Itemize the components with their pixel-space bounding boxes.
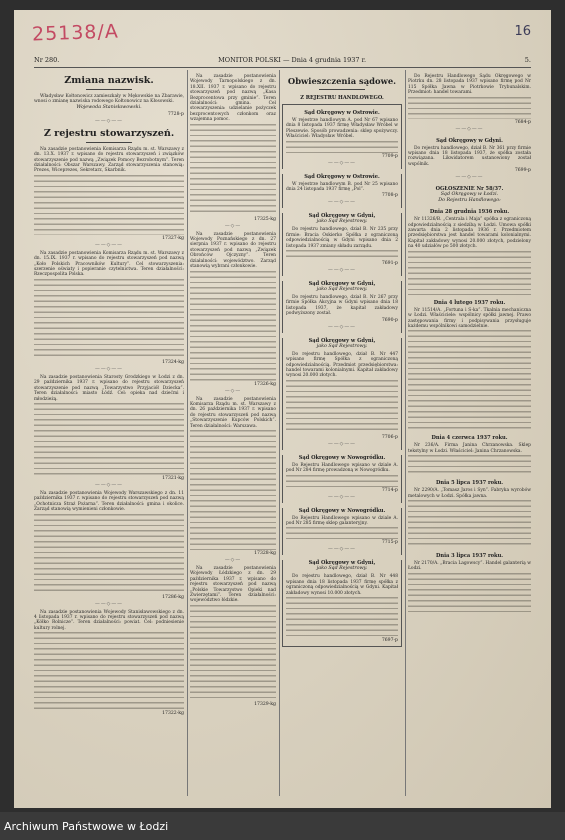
notice-number: 7684-p [514,119,531,125]
notice-text: Na zasadzie postanowienia Wojewody Poznańskiego z dn. 27 sierpnia 1937 r. wpisano do rejestru stowarzyszeń pod nazwą „Związek Obrońców Ojczyzny”. Teren działalności: województwo. Zarząd stanowią wybrani członkowie. [190,231,276,270]
notice-text: Do Rejestru Handlowego wpisano w dziale A. pod Nr 284 firmę prowadzoną w Nowogródku. [286,462,398,474]
separator-ornament: ——◇—— [328,494,356,500]
section-title: Obwieszczenia sądowe. [287,76,397,86]
entry-date: Dnia 28 grudnia 1936 roku. [429,209,510,216]
court-role: jako Sąd Rejestrowy. [316,566,368,572]
court-notice [282,455,402,503]
page-header [34,54,531,66]
notice-text: Na zasadzie postanowienia Wojewody Łódzkiego z dn. 29 października 1937 r. wpisano do rejestru stowarzyszeń pod nazwą „Polskie Towarzystwo Opieki nad Zwierzętami”. Teren działalności: województwo łódzkie. [190,565,276,604]
notice-text: Na zasadzie postanowienia Wojewody Warszawskiego z dn. 11 października 1937 r. wpisano do rejestru stowarzyszeń pod nazwą „Ochotnicza Straż Pożarna”. Teren działalności: gmina i okolice. Zarząd stanowią wymienieni członkowie. [34,490,184,513]
court-notice [282,281,402,333]
handwritten-page: 16 [514,24,531,39]
column-2 [190,72,276,796]
notice-text: Na zasadzie postanowienia Komisarza Rządu m. st. Warszawy z dn. 26 października 1937 r. wpisano do rejestru stowarzyszeń pod nazwą „Stowarzyszenie Kupców Polskich”. Teren działalności: Warszawa. [190,396,276,429]
title-rule [319,89,365,90]
notice-text: Na zasadzie postanowienia Komisarza Rządu m. st. Warszawy z dn. 15.IX. 1937 r. wpisano do rejestru stowarzyszeń pod nazwą „Koło Polskich Pracowników Kultury”. Cel stowarzyszenia: szerzenie oświaty i popieranie czytelnictwa. Teren działalności: Rzeczpospolita Polska. [34,250,184,278]
court-role: jako Sąd Rejestrowy. [316,219,368,225]
court-name: Sąd Okręgowy w Gdyni. [436,137,503,144]
notice-number: 7728-p [167,111,184,117]
court-name: Sąd Okręgowy w Gdyni, [308,337,376,344]
notice-text: Nr 11514/A. „Fortuna i S-ka”. Tkalnia mechaniczna w Łodzi. Właściciele: wspólnicy spółki jawnej. Prawo zastępowania firmy i podpisywania przysługuje każdemu wspólnikowi samodzielnie. [408,307,531,329]
notice-text: Nr 11326/B. „Centrala i Maja” spółka z ograniczoną odpowiedzialnością z siedzibą w Łodzi. Umowa spółki zawarta dnia 2 listopada 1936 r. Przedmiotem przedsiębiorstwa jest handel towarami kolonialnymi. Kapitał zakładowy wynosi 20.000 złotych, podzielony na 40 udziałów po 500 złotych. [408,217,531,250]
notice-text: Na zasadzie postanowienia Komisarza Rządu m. st. Warszawy z dn. 13.X. 1937 r. wpisano do rejestru stowarzyszeń i związków stowarzyszenie pod nazwą „Związek Pomocy Bezrobotnym”. Teren działalności: Obszar Warszawy. Zarząd stowarzyszenia stanowią: Prezes, Wiceprezes, Sekretarz, Skarbnik. [34,146,184,174]
subsection-title: Z REJESTRU HANDLOWEGO. [300,95,384,101]
column-3 [282,72,402,796]
publication-name: MONITOR POLSKI [218,56,281,64]
notice-number: 17324-kg [162,359,184,365]
court-notice [282,174,402,209]
entry-date: Dnia 5 lipca 1937 roku. [435,480,504,487]
notice-text: W rejestrze handlowym B. pod Nr 25 wpisano dnia 24 listopada 1937 firmę „Pol”. [286,181,398,193]
notice-text: Na zasadzie postanowienia Wojewody Stanisławowskiego z dn. 4 listopada 1937 r. wpisano do rejestru stowarzyszeń pod nazwą „Kółko Rolnicze”. Teren działalności: powiat. Cel: podniesienie kultury rolnej. [34,609,184,631]
separator-ornament: —◇— [224,223,242,229]
illegible-text [190,124,276,216]
publication-date: — Dnia 4 grudnia 1937 r. [282,56,367,64]
column-4 [408,72,531,796]
illegible-text [286,527,398,539]
illegible-text [408,500,531,548]
notice-number: 7690-p [381,317,398,323]
separator-ornament: ——◇—— [95,482,123,488]
illegible-text [286,250,398,260]
notice-number: 17329-kg [254,701,276,707]
notice-text: Nr 236/A. Firma Janina Chrzanowska. Sklep tekstylny w Łodzi. Właściciel: Janina Chrzanowska. [408,443,531,454]
illegible-text [34,403,184,475]
court-name: Sąd Okręgowy w Nowogródku. [298,454,386,461]
notice-text: Do rejestru handlowego, dział B. Nr 267 przy firmie Spółka Akcyjna w Gdyni wpisano dnia 18 listopada 1937, że kapitał zakładowy podwyższony został. [286,295,398,317]
illegible-text [408,330,531,430]
separator-ornament: ——◇—— [328,547,356,553]
illegible-text [34,175,184,235]
court-name: Sąd Okręgowy w Gdyni, [308,281,376,288]
notice-number: 7708-p [381,193,398,199]
court-name: Sąd Okręgowy w Ostrowie. [304,110,380,116]
separator-ornament: ——◇—— [95,118,123,124]
column-divider [405,70,406,796]
illegible-text [408,97,531,119]
court-notice [282,560,402,647]
notice-number: 7715-p [381,540,398,546]
notice-text: Do rejestru handlowego, dział B. Nr 447 wpisano firmę Spółka z ograniczoną odpowiedzialnością. Przedmiot przedsiębiorstwa: handel towarami kolonialnymi. Kapitał zakładowy wynosi 20.000 złotych. [286,351,398,379]
illegible-text [286,597,398,637]
court-name: Sąd Okręgowy w Gdyni, [308,213,376,220]
publication-line [218,56,366,64]
notice-signature: Wojewoda Stanisławowski. [76,104,142,110]
court-role: jako Sąd Rejestrowy. [316,287,368,293]
illegible-text [34,514,184,594]
notice-number: 17322-kg [162,711,184,717]
notice-number: 7691-p [381,261,398,267]
notice-text: Do rejestru handlowego, dział B. Nr 361 przy firmie wpisano dnia 18 listopada 1937, że spółka została rozwiązana. Likwidatorem ustanowiony został wspólnik. [408,145,531,167]
issue-number: Nr 280. [34,56,60,64]
notice-number: 17325-kg [254,216,276,222]
notice-text: Na zasadzie postanowienia Starosty Grodzkiego w Łodzi z dn. 29 października 1937 r. wpisano do rejestru stowarzyszeń stowarzyszenie pod nazwą „Towarzystwo Przyjaciół Dziecka”. Teren działalności: miasto Łódź. Cel: opieka nad dziećmi i młodzieżą. [34,374,184,402]
announcement-title: OGŁOSZENIE Nr 58/37. [435,186,504,193]
newspaper-page [14,10,551,808]
separator-ornament: ——◇—— [328,441,356,447]
section-title: Zmiana nazwisk. [64,75,154,86]
notice-text: Nr 2170/A. „Bracia Lagowscy”. Handel galanterią w Łodzi. [408,560,531,572]
header-rule [34,67,531,68]
illegible-text [34,632,184,710]
column-divider [279,70,280,796]
separator-ornament: ——◇—— [328,200,356,206]
illegible-text [190,605,276,701]
notice-number: 7709-p [381,153,398,159]
section-title: Z rejestru stowarzyszeń. [43,127,175,139]
court-notice [282,338,402,450]
notice-number: 7697-p [381,637,398,643]
illegible-text [286,141,398,153]
notice-text: W rejestrze handlowym A. pod Nr 67 wpisano dnia 8 listopada 1937 firmę Władysław Wróbel w Pleszewie. Sposób prowadzenia: sklep spożywczy. Właściciel: Władysław Wróbel. [286,118,398,140]
notice-number: 17326-kg [254,381,276,387]
court-name: Sąd Okręgowy w Ostrowie. [304,173,380,180]
separator-ornament: —◇— [224,388,242,394]
entry-date: Dnia 4 lutego 1937 roku. [433,299,506,306]
illegible-text [408,455,531,475]
column-divider [187,70,188,796]
separator-ornament: ——◇—— [95,242,123,248]
court-notice [282,104,402,169]
separator-ornament: ——◇—— [95,366,123,372]
entry-date: Dnia 3 lipca 1937 roku. [435,552,504,559]
notice-text: Na zasadzie postanowienia Wojewody Tarnopolskiego z dn. 18.XII. 1937 r. wpisano do rejestru stowarzyszeń pod nazwą „Kasa Bezprocentowa przy gminie”. Teren działalności: gmina. Cel stowarzyszenia: udzielanie pożyczek bezprocentowych członkom oraz wzajemna pomoc. [190,74,276,123]
notice-number: 17328-kg [254,550,276,556]
court-name: Sąd Okręgowy w Nowogródku. [298,507,386,514]
notice-text: Nr 2290/A. „Tomasz Jaros i Syn”. Fabryka wyrobów metalowych w Łodzi. Spółka jawna. [408,488,531,499]
title-rule [86,142,132,143]
notice-number: 17321-kg [162,475,184,481]
notice-number: 7714-p [381,487,398,493]
announcement-court: Sąd Okręgowy w Łodzi. [440,192,499,198]
notice-text: Do Rejestru Handlowego Sądu Okręgowego w Piotrku dn. 28 listopada 1937 wpisano firmę pod Nr 115 Spółka Jawna w Piotrkowie Trybunalskim. Przedmiot: handel towarami. [408,74,531,96]
title-rule [86,89,132,90]
notice-text: Władysław Kołtonowicz zamieszkały w Mękowskie na Zbarawie, wnosi o zmianę nazwiska rodowego Kołtonowicz na Kłosowski. [34,94,184,105]
court-notice [282,213,402,276]
illegible-text [190,430,276,550]
notice-number: 7706-p [381,434,398,440]
illegible-text [408,251,531,295]
separator-ornament: ——◇—— [455,126,484,132]
notice-number: 17286-kg [162,594,184,600]
illegible-text [286,475,398,487]
illegible-text [408,573,531,613]
notice-number: 7699-p [514,168,531,174]
archive-footer [0,812,565,840]
illegible-text [286,380,398,434]
notice-text: Do rejestru handlowego, dział B. Nr 235 przy firmie: Bracia Oskierko Spółka z ograniczoną odpowiedzialnością w Gdyni wpisano dnia 2 listopada 1937 zmiany składu zarządu. [286,227,398,249]
entry-date: Dnia 4 czerwca 1937 roku. [431,435,508,442]
archive-caption: Archiwum Państwowe w Łodzi [4,820,169,833]
separator-ornament: —◇— [224,557,242,563]
court-role: jako Sąd Rejestrowy. [316,343,368,349]
notice-text: Do Rejestru Handlowego wpisano w dziale A. pod Nr 285 firmę sklep galanteryjny. [286,515,398,526]
column-1 [34,72,184,796]
illegible-text [34,279,184,359]
separator-ornament: ——◇—— [455,175,484,181]
separator-ornament: ——◇—— [95,601,123,607]
illegible-text [190,271,276,381]
notice-text: Do rejestru handlowego, dział B. Nr 448 wpisano dnia 18 listopada 1937 firmę spółka z ograniczoną odpowiedzialnością w Gdyni. Kapitał zakładowy wynosi 10.000 złotych. [286,574,398,596]
separator-ornament: ——◇—— [328,160,356,166]
court-notice [282,508,402,556]
court-name: Sąd Okręgowy w Gdyni, [308,560,376,567]
separator-ornament: ——◇—— [328,268,356,274]
notice-number: 17327-kg [162,235,184,241]
separator-ornament: ——◇—— [328,324,356,330]
page-number: 5. [524,56,531,64]
handwritten-number: 25138/A [31,20,120,46]
announcement-register: Do Rejestru Handlowego: [438,198,501,204]
